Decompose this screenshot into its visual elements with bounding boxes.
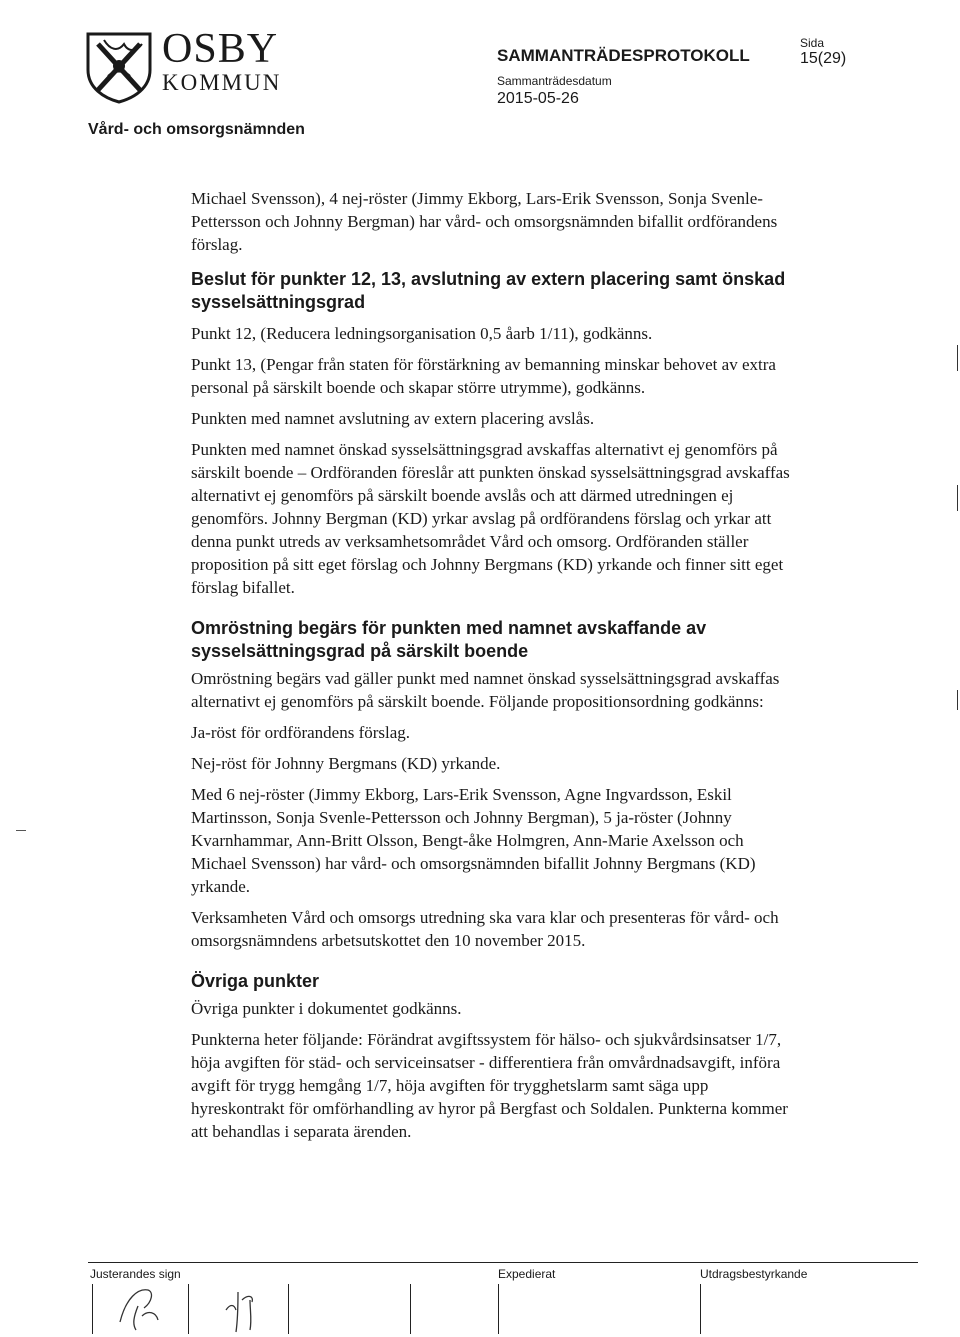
org-name: OSBY — [162, 26, 279, 72]
divider — [92, 1284, 93, 1334]
meeting-date: 2015-05-26 — [497, 90, 579, 107]
signature-label: Justerandes sign — [90, 1267, 181, 1281]
paragraph: Punkt 13, (Pengar från staten för förstärkning av bemanning minskar behovet av extra personal på särskilt boende och skapar större utrymme), godkänns. — [191, 355, 776, 397]
page-label: Sida — [800, 36, 825, 50]
paragraph: Övriga punkter i dokumentet godkänns. — [191, 999, 462, 1018]
signature-2 — [216, 1280, 271, 1335]
margin-mark — [957, 690, 958, 710]
paragraph: Ja-röst för ordförandens förslag. — [191, 723, 411, 742]
paragraph: Michael Svensson), 4 nej-röster (Jimmy Ekborg, Lars-Erik Svensson, Sonja Svenle-Pettersson och Johnny Bergman) har vård- och omsorgsnämnden bifallit ordförandens förslag. — [191, 189, 778, 254]
divider — [288, 1284, 289, 1334]
document-type: SAMMANTRÄDESPROTOKOLL — [497, 46, 750, 65]
footer-rule — [88, 1262, 918, 1263]
divider — [188, 1284, 189, 1334]
expedierat-label: Expedierat — [498, 1267, 556, 1281]
paragraph: Med 6 nej-röster (Jimmy Ekborg, Lars-Erik Svensson, Agne Ingvardsson, Eskil Martinsson, Sonja Svenle-Pettersson och Johnny Bergman), 5 ja-röster (Johnny Kvarnhammar, Ann-Britt Olsson, Bengt-åke Holmgren, Ann-Marie Axelsson och Michael Svensson) har vård- och omsorgsnämnden bifallit Johnny Bergmans (KD) yrkande. — [191, 785, 756, 896]
divider — [498, 1284, 499, 1334]
paragraph: Punkten med namnet avslutning av extern placering avslås. — [191, 409, 595, 428]
section-heading: Övriga punkter — [191, 971, 320, 991]
committee-name: Vård- och omsorgsnämnden — [88, 121, 305, 138]
page-number: 15(29) — [800, 50, 847, 67]
paragraph: Punkten med namnet önskad sysselsättningsgrad avskaffas alternativt ej genomförs på särskilt boende – Ordföranden föreslår att punkten önskad sysselsättningsgrad avskaffas alternativt ej genomförs på särskilt boende avslås och att därmed utredningen ej genomförs. Johnny Bergman (KD) yrkar avslag på ordförandens förslag och yrkar att denna punkt utreds av verksamhetsområdet Vård och omsorg. Ordföranden ställer proposition på sitt eget förslag och Johnny Bergmans (KD) yrkande och finner sitt eget förslag bifallet. — [191, 440, 790, 597]
signature-1 — [108, 1280, 168, 1335]
paragraph: Punkt 12, (Reducera ledningsorganisation 0,5 åarb 1/11), godkänns. — [191, 324, 653, 343]
section-heading: Beslut för punkter 12, 13, avslutning av extern placering samt önskad sysselsättningsgrad — [191, 269, 786, 312]
meeting-date-label: Sammanträdesdatum — [497, 74, 612, 88]
document-body — [191, 187, 791, 1143]
coat-of-arms-icon — [84, 30, 154, 104]
divider — [410, 1284, 411, 1334]
paragraph: Omröstning begärs vad gäller punkt med namnet önskad sysselsättningsgrad avskaffas alternativt ej genomförs på särskilt boende. Följande propositionsordning godkänns: — [191, 669, 780, 711]
paragraph: Nej-röst för Johnny Bergmans (KD) yrkande. — [191, 754, 501, 773]
margin-mark — [957, 485, 958, 511]
divider — [700, 1284, 701, 1334]
section-heading: Omröstning begärs för punkten med namnet avskaffande av sysselsättningsgrad på särskilt boende — [191, 618, 707, 661]
margin-mark — [957, 345, 958, 371]
utdrag-label: Utdragsbestyrkande — [700, 1267, 808, 1281]
signature-footer — [88, 1262, 918, 1337]
paragraph: Punkterna heter följande: Förändrat avgiftssystem för hälso- och sjukvårdsinsatser 1/7, höja avgiften för städ- och serviceinsatser - differentiera från omvårdnadsavgift, införa avgift för trygg hemgång 1/7, höja avgiften för trygghetslarm samt säga upp hyreskontrakt för omförhandling av hyror på Bergfast och Soldalen. Punkterna kommer att behandlas i separata ärenden. — [191, 1030, 788, 1141]
org-subtitle: KOMMUN — [162, 70, 282, 95]
paragraph: Verksamheten Vård och omsorgs utredning ska vara klar och presenteras för vård- och omsorgsnämndens arbetsutskottet den 10 november 2015. — [191, 908, 779, 950]
margin-dash — [16, 830, 26, 831]
